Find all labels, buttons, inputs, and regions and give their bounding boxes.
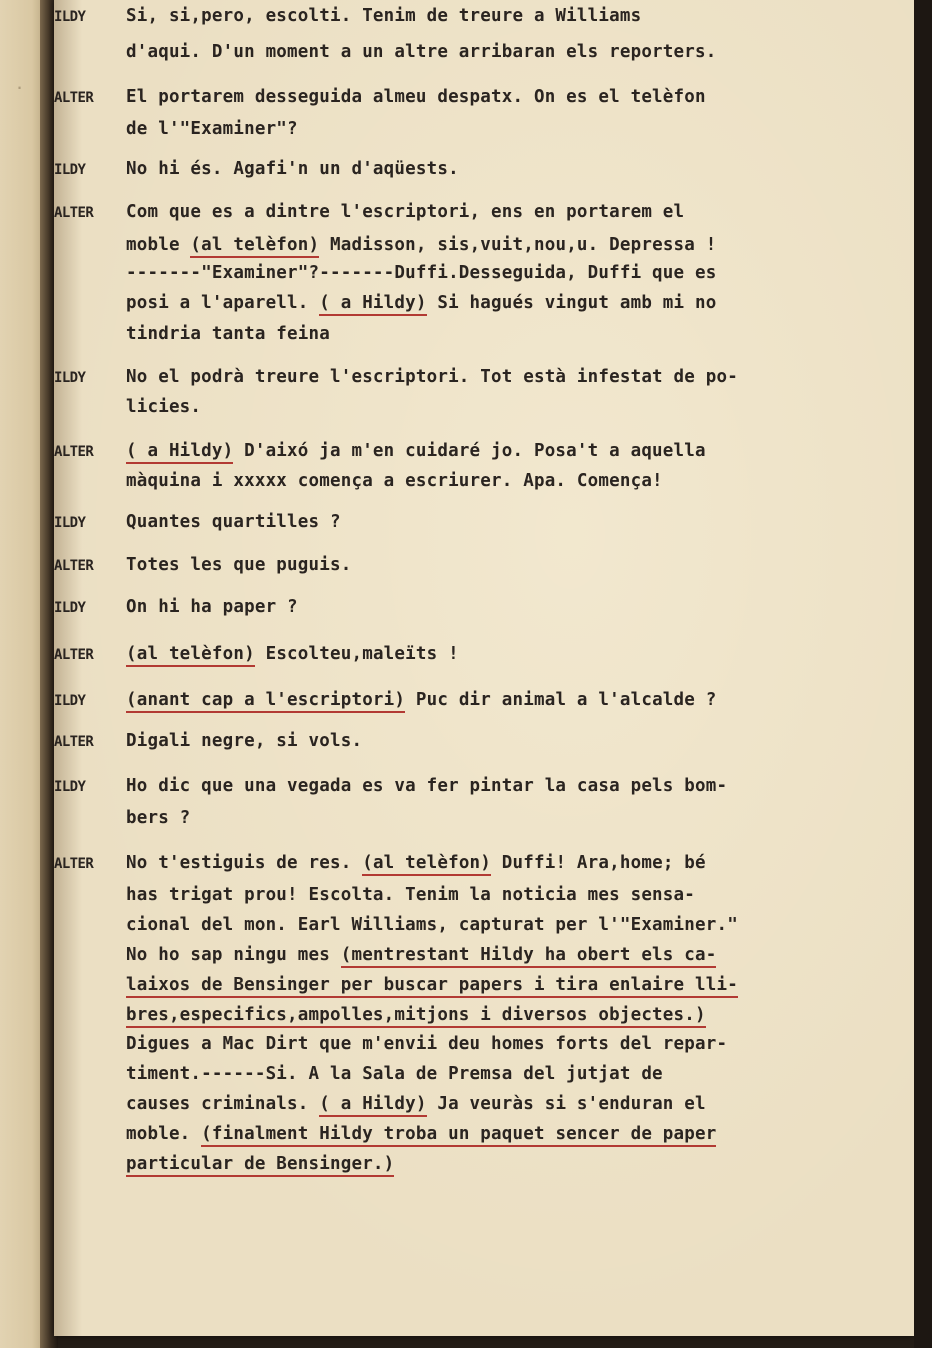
dialogue-line [126,324,330,344]
stage-direction-underlined: (al telèfon) [126,644,255,667]
dialogue-line [126,776,727,796]
dialogue-text: Com que es a dintre l'escriptori, ens en portarem el [126,202,685,222]
speaker-label: ILDY [54,779,86,795]
speaker-label: ILDY [54,693,86,709]
speaker-label: ILDY [54,600,86,616]
stage-direction-underlined: laixos de Bensinger per buscar papers i tira enlaire lli- [126,975,738,998]
dialogue-text: Ja veuràs si s'enduran el [426,1094,706,1114]
dialogue-line [126,397,201,417]
dialogue-line [126,235,717,255]
speaker-label: ILDY [54,515,86,531]
dialogue-text: On hi ha paper ? [126,597,298,617]
typewritten-sheet [54,0,914,1336]
dialogue-text: Totes les que puguis. [126,555,352,575]
dialogue-text: d'aqui. D'un moment a un altre arribaran els reporters. [126,42,717,62]
dialogue-text: D'aixó ja m'en cuidaré jo. Posa't a aquella [233,441,706,461]
dialogue-text: licies. [126,397,202,417]
speaker-label: ALTER [54,856,94,872]
dialogue-text: Si, si,pero, escolti. Tenim de treure a Williams [126,6,642,26]
dialogue-text: Madisson, sis,vuit,nou,u. Depressa ! [319,235,717,255]
dialogue-text: posi a l'aparell. [126,293,320,313]
dialogue-line [126,42,716,62]
dialogue-text: No t'estiguis de res. [126,853,363,873]
dialogue-text: bers ? [126,808,191,828]
dialogue-line [126,808,190,828]
stage-direction-underlined: ( a Hildy) [126,441,233,464]
dialogue-line [126,471,663,491]
dialogue-line [126,6,641,26]
dialogue-text: Quantes quartilles ? [126,512,341,532]
dialogue-text: has trigat prou! Escolta. Tenim la noticia mes sensa- [126,885,696,905]
stage-direction-underlined: (anant cap a l'escriptori) [126,690,405,713]
dialogue-line [126,87,706,107]
right-border [914,0,932,1348]
dialogue-line [126,885,695,905]
dialogue-line [126,731,362,751]
dialogue-text: -------"Examiner"?-------Duffi.Desseguida, Duffi que es [126,263,717,283]
dialogue-text: Si hagués vingut amb mi no [426,293,717,313]
dialogue-line [126,1034,727,1054]
dialogue-text: tindria tanta feina [126,324,330,344]
stage-direction-underlined: (al telèfon) [362,853,491,876]
stage-direction-underlined: ( a Hildy) [319,293,426,316]
dialogue-line [126,1064,663,1084]
dialogue-line [126,441,706,461]
speaker-label: ILDY [54,370,86,386]
stage-direction-underlined: (al telèfon) [190,235,319,258]
speaker-label: ALTER [54,444,94,460]
dialogue-text: Puc dir animal a l'alcalde ? [405,690,717,710]
speaker-label: ILDY [54,162,86,178]
dialogue-text: Duffi! Ara,home; bé [491,853,706,873]
dialogue-line [126,293,716,313]
dialogue-line [126,945,716,965]
dialogue-line [126,1124,716,1144]
dialogue-text: timent.------Si. A la Sala de Premsa del jutjat de [126,1064,663,1084]
speaker-label: ILDY [54,9,86,25]
stage-direction-underlined: (mentrestant Hildy ha obert els ca- [341,945,717,968]
dialogue-line [126,690,716,710]
dialogue-text: Ho dic que una vegada es va fer pintar la casa pels bom- [126,776,728,796]
dialogue-text: Digali negre, si vols. [126,731,363,751]
dialogue-line [126,159,459,179]
dialogue-text: de l'"Examiner"? [126,119,298,139]
dialogue-text: El portarem desseguida almeu despatx. On es el telèfon [126,87,706,107]
left-page-edge: . [0,0,58,1348]
dialogue-line [126,367,738,387]
dialogue-text: moble. [126,1124,202,1144]
speaker-label: ALTER [54,734,94,750]
stage-direction-underlined: particular de Bensinger.) [126,1154,394,1177]
dialogue-text: No el podrà treure l'escriptori. Tot està infestat de po- [126,367,738,387]
dialogue-line [126,119,298,139]
stage-direction-underlined: ( a Hildy) [319,1094,426,1117]
dialogue-line [126,202,684,222]
dialogue-line [126,644,459,664]
dialogue-text: causes criminals. [126,1094,320,1114]
dialogue-line [126,1154,394,1174]
dialogue-text: No ho sap ningu mes [126,945,341,965]
dialogue-text: màquina i xxxxx comença a escriurer. Apa. Comença! [126,471,663,491]
dialogue-text: No hi és. Agafi'n un d'aqüests. [126,159,459,179]
dialogue-text: Digues a Mac Dirt que m'envii deu homes forts del repar- [126,1034,728,1054]
dialogue-line [126,555,351,575]
stage-direction-underlined: bres,especifics,ampolles,mitjons i diversos objectes.) [126,1005,706,1028]
dialogue-line [126,512,341,532]
dialogue-line [126,1005,706,1025]
dialogue-text: cional del mon. Earl Williams, capturat per l'"Examiner." [126,915,738,935]
speaker-label: ALTER [54,90,94,106]
speaker-label: ALTER [54,205,94,221]
speaker-label: ALTER [54,558,94,574]
speaker-label: ALTER [54,647,94,663]
dialogue-text: Escolteu,maleïts ! [254,644,459,664]
dialogue-line [126,1094,706,1114]
dialogue-line [126,975,738,995]
stage-direction-underlined: (finalment Hildy troba un paquet sencer de paper [201,1124,716,1147]
dialogue-line [126,597,298,617]
dialogue-line [126,263,716,283]
dialogue-line [126,915,738,935]
dialogue-text: moble [126,235,191,255]
dialogue-line [126,853,706,873]
